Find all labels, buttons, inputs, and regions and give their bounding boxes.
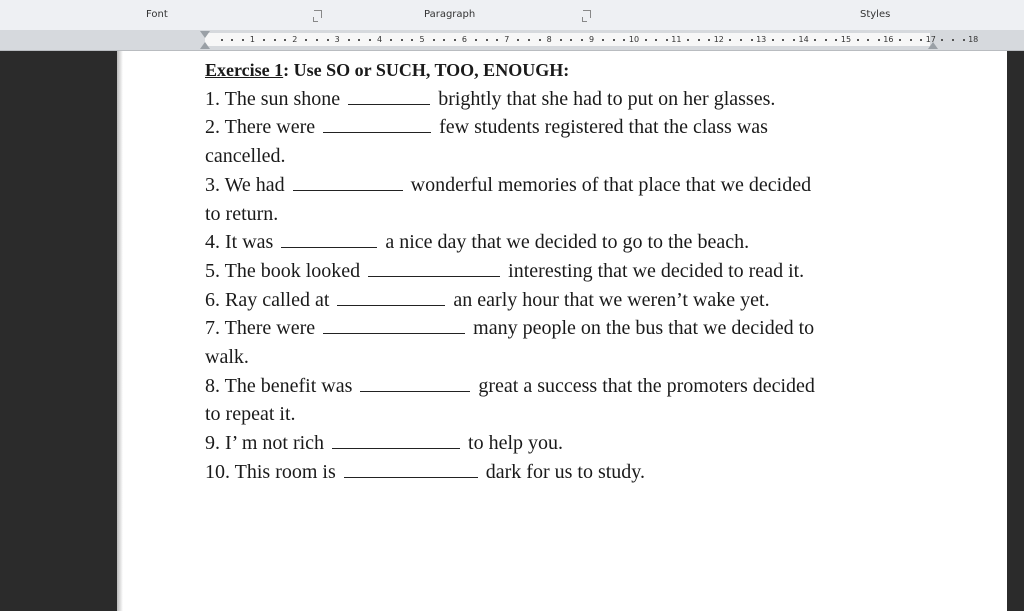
ruler-dot xyxy=(602,39,604,41)
item-rest: great a success that the promoters decided xyxy=(478,374,815,397)
answer-blank[interactable] xyxy=(323,315,465,334)
ruler-dot xyxy=(793,39,795,41)
ruler-tick-label: 9 xyxy=(589,35,595,44)
ruler-dot xyxy=(825,39,827,41)
ruler-dot xyxy=(814,39,816,41)
item-stem: 3. We had xyxy=(205,173,285,196)
ruler-tick-label: 13 xyxy=(756,35,767,44)
ruler-dot xyxy=(560,39,562,41)
ruler-dot xyxy=(496,39,498,41)
answer-blank[interactable] xyxy=(293,172,403,191)
ruler-dot xyxy=(910,39,912,41)
ruler-dot xyxy=(782,39,784,41)
exercise-list xyxy=(205,85,945,487)
font-dialog-launcher-icon[interactable] xyxy=(314,10,322,18)
ruler-text-area xyxy=(205,33,930,46)
answer-blank[interactable] xyxy=(348,86,430,105)
item-stem: 4. It was xyxy=(205,231,274,254)
ruler-dot xyxy=(221,39,223,41)
ruler-dot xyxy=(655,39,657,41)
ruler-dot xyxy=(708,39,710,41)
ruler-dot xyxy=(729,39,731,41)
ruler-dot xyxy=(857,39,859,41)
ruler-dot xyxy=(327,39,329,41)
ruler-dot xyxy=(411,39,413,41)
workspace-right-margin xyxy=(1007,51,1024,611)
ruler-dot xyxy=(623,39,625,41)
exercise-item xyxy=(205,429,945,458)
item-rest: interesting that we decided to read it. xyxy=(508,259,805,282)
ruler-tick-label: 11 xyxy=(671,35,682,44)
ruler-dot xyxy=(963,39,965,41)
ruler-tick-label: 3 xyxy=(334,35,340,44)
paragraph-dialog-launcher-icon[interactable] xyxy=(583,10,591,18)
workspace-left-margin xyxy=(0,51,117,611)
ruler-dot xyxy=(369,39,371,41)
ruler-dot xyxy=(539,39,541,41)
paragraph-group-label: Paragraph xyxy=(424,9,476,20)
ruler-dot xyxy=(751,39,753,41)
ruler-dot xyxy=(835,39,837,41)
ruler-dot xyxy=(358,39,360,41)
ruler-dot xyxy=(867,39,869,41)
ruler-dot xyxy=(263,39,265,41)
item-rest: a nice day that we decided to go to the beach. xyxy=(385,231,750,254)
ruler-tick-label: 5 xyxy=(419,35,425,44)
ruler-tick-label: 8 xyxy=(546,35,552,44)
ruler-dot xyxy=(454,39,456,41)
item-stem: 10. This room is xyxy=(205,460,336,483)
item-rest: an early hour that we weren’t wake yet. xyxy=(453,288,770,311)
exercise-item xyxy=(205,113,945,142)
ruler-dot xyxy=(920,39,922,41)
ruler-tick-label: 17 xyxy=(925,35,936,44)
item-stem: 1. The sun shone xyxy=(205,87,341,110)
ruler-dot xyxy=(274,39,276,41)
ruler-tick-label: 1 xyxy=(249,35,255,44)
item-stem: 8. The benefit was xyxy=(205,374,353,397)
ruler-dot xyxy=(486,39,488,41)
ruler-dot xyxy=(899,39,901,41)
item-stem: 2. There were xyxy=(205,116,316,139)
exercise-item xyxy=(205,372,945,401)
exercise-item xyxy=(205,85,945,114)
answer-blank[interactable] xyxy=(323,114,431,133)
first-line-indent-marker[interactable] xyxy=(200,31,210,38)
answer-blank[interactable] xyxy=(368,258,500,277)
exercise-item xyxy=(205,171,945,200)
ruler-tick-label: 7 xyxy=(504,35,510,44)
font-group-label: Font xyxy=(146,9,168,20)
item-stem: 7. There were xyxy=(205,317,316,340)
ruler-dot xyxy=(570,39,572,41)
ruler-dot xyxy=(231,39,233,41)
ruler-tick-label: 12 xyxy=(713,35,724,44)
ruler-tick-label: 6 xyxy=(461,35,467,44)
answer-blank[interactable] xyxy=(360,373,470,392)
ruler-dot xyxy=(613,39,615,41)
ruler-dot xyxy=(433,39,435,41)
ruler-dot xyxy=(941,39,943,41)
ruler-dot xyxy=(401,39,403,41)
answer-blank[interactable] xyxy=(332,430,460,449)
ruler-dot xyxy=(581,39,583,41)
answer-blank[interactable] xyxy=(337,287,445,306)
exercise-title-instruction: : Use SO or SUCH, TOO, ENOUGH: xyxy=(283,60,570,80)
exercise-title xyxy=(205,56,945,85)
ruler-tick-label: 10 xyxy=(628,35,640,44)
exercise-item-continuation: to repeat it. xyxy=(205,403,296,426)
ruler-dot xyxy=(242,39,244,41)
exercise-item-continuation: walk. xyxy=(205,346,249,369)
ruler-dot xyxy=(284,39,286,41)
item-rest: few students registered that the class was xyxy=(439,116,768,139)
ruler-dot xyxy=(390,39,392,41)
ruler-dot xyxy=(517,39,519,41)
ruler-dot xyxy=(666,39,668,41)
ruler-tick-label: 18 xyxy=(968,35,979,44)
ruler-tick-label: 16 xyxy=(883,35,894,44)
answer-blank[interactable] xyxy=(344,459,478,478)
exercise-item-continuation: to return. xyxy=(205,202,279,225)
item-rest: many people on the bus that we decided to xyxy=(473,317,815,340)
item-rest: brightly that she had to put on her glasses. xyxy=(438,87,776,110)
ruler-dot xyxy=(740,39,742,41)
ruler-dot xyxy=(645,39,647,41)
ruler-dot xyxy=(348,39,350,41)
item-stem: 6. Ray called at xyxy=(205,288,330,311)
answer-blank[interactable] xyxy=(281,229,377,248)
item-rest: wonderful memories of that place that we decided xyxy=(410,173,812,196)
exercise-item xyxy=(205,257,945,286)
exercise-item xyxy=(205,458,945,487)
item-stem: 5. The book looked xyxy=(205,259,361,282)
exercise-item xyxy=(205,314,945,343)
ruler-dot xyxy=(443,39,445,41)
item-rest: to help you. xyxy=(468,432,564,455)
ruler-dot xyxy=(316,39,318,41)
ruler-tick-label: 15 xyxy=(840,35,852,44)
styles-group-label: Styles xyxy=(860,9,891,20)
ruler-tick-label: 2 xyxy=(292,35,298,44)
exercise-item xyxy=(205,228,945,257)
horizontal-ruler[interactable] xyxy=(0,30,1024,51)
ruler-dot xyxy=(772,39,774,41)
ruler-dot xyxy=(698,39,700,41)
left-indent-marker[interactable] xyxy=(200,42,210,49)
ruler-dot xyxy=(687,39,689,41)
exercise-title-label: Exercise 1 xyxy=(205,60,284,80)
document-body[interactable] xyxy=(205,56,945,487)
ruler-dot xyxy=(305,39,307,41)
exercise-item-continuation: cancelled. xyxy=(205,145,286,168)
ruler-dot xyxy=(878,39,880,41)
item-stem: 9. I’ m not rich xyxy=(205,432,325,455)
ruler-tick-label: 14 xyxy=(798,35,809,44)
ruler-dot xyxy=(475,39,477,41)
ribbon-group-bar xyxy=(0,0,1024,31)
item-rest: dark for us to study. xyxy=(485,460,646,483)
page-edge xyxy=(117,51,123,611)
exercise-item xyxy=(205,286,945,315)
ruler-dot xyxy=(952,39,954,41)
ruler-tick-label: 4 xyxy=(377,35,383,44)
ruler-dot xyxy=(528,39,530,41)
